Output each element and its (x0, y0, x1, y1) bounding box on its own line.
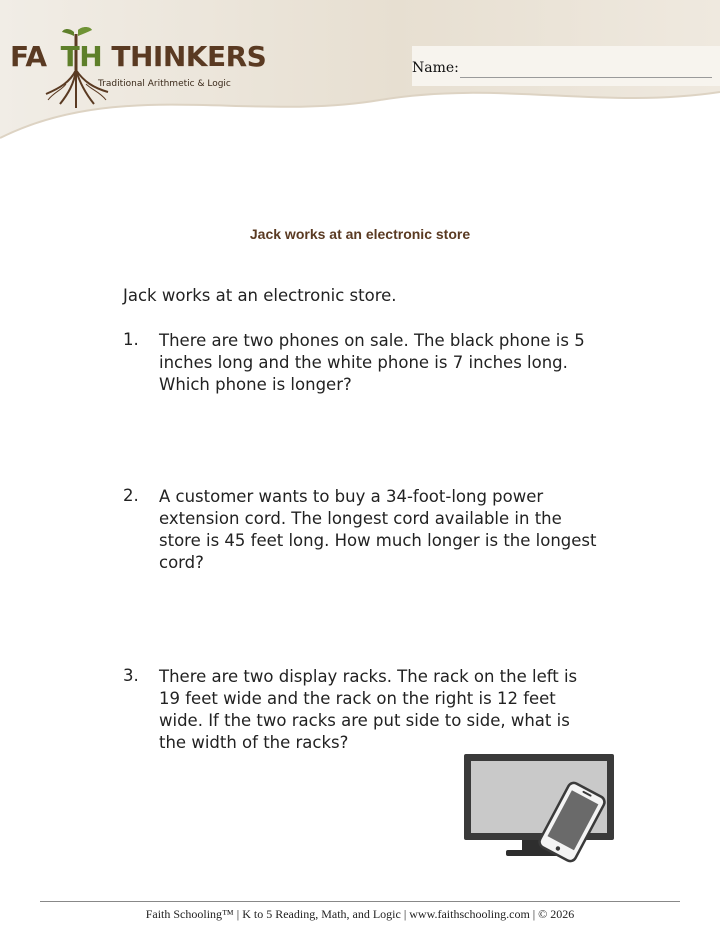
logo-title-middle: TH (60, 40, 103, 73)
monitor-and-phone-icon (462, 752, 618, 867)
question-number: 2. (123, 486, 139, 505)
logo-subtitle: Traditional Arithmetic & Logic (98, 79, 231, 89)
question-text: A customer wants to buy a 34-foot-long power extension cord. The longest cord available in the store is 45 feet long. How much longer is the longest cord? (159, 487, 597, 572)
logo-title-right: THINKERS (102, 40, 267, 73)
worksheet-intro: Jack works at an electronic store. (123, 286, 397, 305)
name-line[interactable] (460, 77, 712, 78)
worksheet-title: Jack works at an electronic store (249, 226, 471, 242)
name-label: Name: (412, 60, 459, 76)
question-text: There are two display racks. The rack on the left is 19 feet wide and the rack on the right is 12 feet wide. If the two racks are put side to side, what is the width of the racks? (159, 667, 578, 752)
logo-title-left: FA (10, 40, 47, 73)
question-number: 3. (123, 666, 139, 685)
question-number: 1. (123, 330, 139, 349)
faith-thinkers-logo (6, 26, 267, 110)
footer-divider (40, 901, 680, 902)
logo-title (10, 40, 266, 73)
page-footer: Faith Schooling™ | K to 5 Reading, Math, and Logic | www.faithschooling.com | © 2026 (145, 907, 575, 921)
name-field[interactable] (412, 46, 720, 86)
question-text: There are two phones on sale. The black phone is 5 inches long and the white phone is 7 inches long. Which phone is longer? (159, 331, 585, 394)
